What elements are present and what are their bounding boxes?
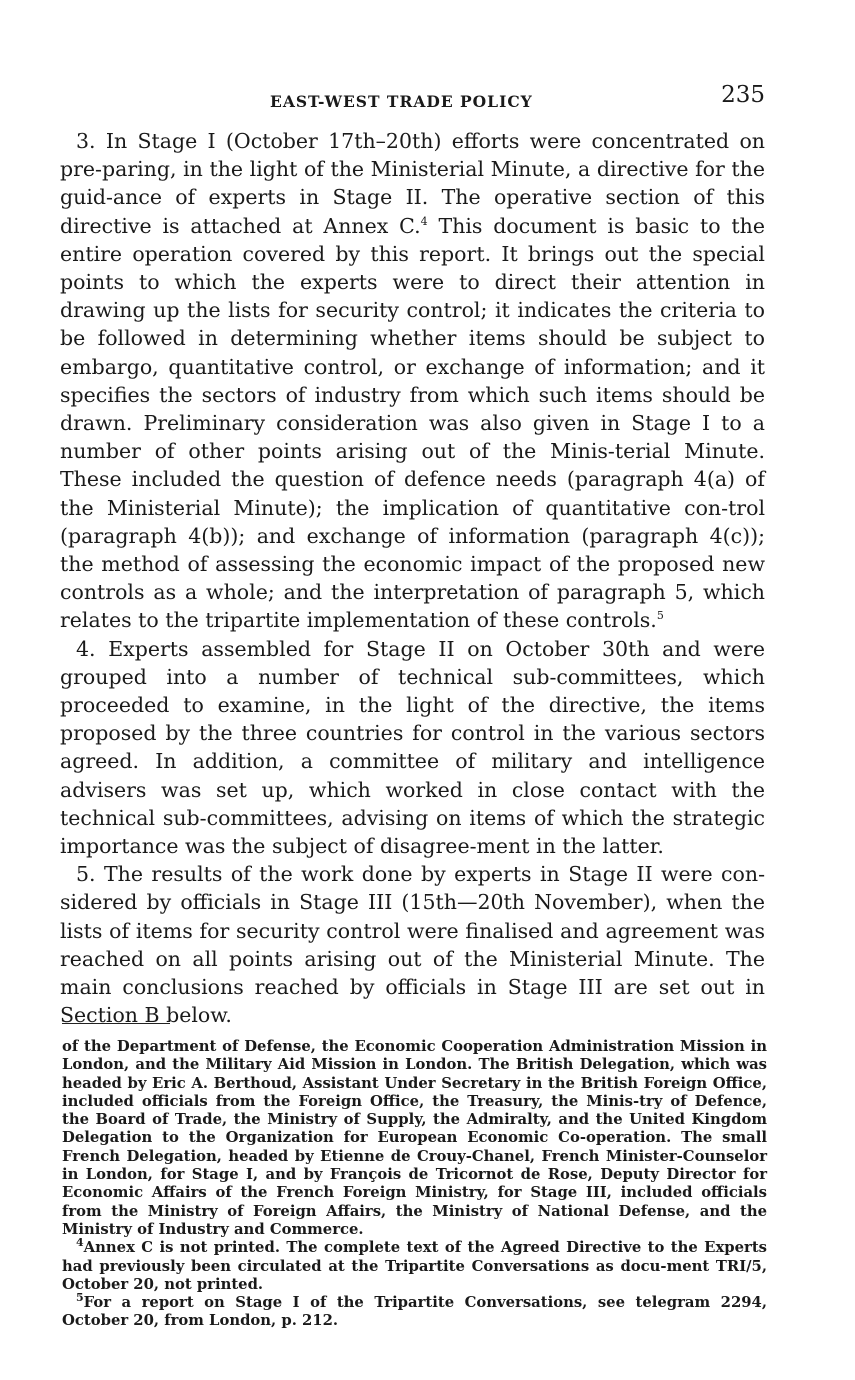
- paragraph-4: 4. Experts assembled for Stage II on October 30th and were grouped into a number of technical sub-committees, which proceeded to examine, in the light of the directive, the items proposed by the three countries for control in the various sectors agreed. In addition, a committee of military and intelligence advisers was set up, which worked in close contact with the technical sub-committees, advising on items of which the strategic importance was the subject of disagree-ment in the latter.: [60, 636, 765, 859]
- footnote-4: [62, 1236, 767, 1294]
- footnote-4-text: Annex C is not printed. The complete text of the Agreed Directive to the Experts had previously been circulated at the Tripartite Conversations as docu-ment TRI/5, October 20, not printed.: [62, 1239, 767, 1293]
- footnotes: [62, 1038, 767, 1331]
- footnote-5-text: For a report on Stage I of the Tripartite Conversations, see telegram 2294, October 20, from London, p. 212.: [62, 1294, 767, 1330]
- body-text: [60, 127, 765, 1030]
- footnote-ref-4: 4: [420, 214, 428, 228]
- footnote-continued: of the Department of Defense, the Economic Cooperation Administration Mission in London, and the Military Aid Mission in London. The British Delegation, which was headed by Eric A. Berthoud, Assistant Under Secretary in the British Foreign Office, included officials from the Foreign Office, the Treasury, the Minis-try of Defence, the Board of Trade, the Ministry of Supply, the Admiralty, and the United Kingdom Delegation to the Organization for European Economic Co-operation. The small French Delegation, headed by Etienne de Crouy-Chanel, French Minister-Counselor in London, for Stage I, and by François de Tricornot de Rose, Deputy Director for Economic Affairs of the French Foreign Ministry, for Stage III, included officials from the Ministry of Foreign Affairs, the Ministry of National Defense, and the Ministry of Industry and Commerce.: [62, 1038, 767, 1238]
- page-header: [60, 82, 765, 116]
- paragraph-3-text-cont: This document is basic to the entire operation covered by this report. It brings out the special points to which the experts were to direct their attention in drawing up the lists for security control; it indicates the criteria to be followed in determining whether items should be subject to embargo, quantitative control, or exchange of information; and it specifies the sectors of industry from which such items should be drawn. Preliminary consideration was also given in Stage I to a number of other points arising out of the Minis-terial Minute. These included the question of defence needs (paragraph 4(a) of the Ministerial Minute); the implication of quantitative con-trol (paragraph 4(b)); and exchange of information (paragraph 4(c)); the method of assessing the economic impact of the proposed new controls as a whole; and the interpretation of paragraph 5, which relates to the tripartite implementation of these controls.: [60, 213, 766, 633]
- footnote-5-marker: 5: [76, 1291, 84, 1305]
- page-number: 235: [721, 82, 765, 108]
- footnote-5: [62, 1291, 767, 1331]
- paragraph-3: [60, 127, 765, 635]
- running-head: EAST-WEST TRADE POLICY: [270, 92, 533, 111]
- footnote-ref-5: 5: [656, 609, 664, 623]
- footnote-divider: [62, 1023, 170, 1024]
- footnote-4-marker: 4: [76, 1236, 84, 1250]
- paragraph-5: 5. The results of the work done by experts in Stage II were con-sidered by officials in Stage III (15th—20th November), when the lists of items for security control were finalised and agreement was reached on all points arising out of the Ministerial Minute. The main conclusions reached by officials in Stage III are set out in Section B below.: [60, 862, 765, 1028]
- paragraph-3-text: 3. In Stage I (October 17th–20th) efforts were concentrated on pre-paring, in the light of the Ministerial Minute, a directive for the guid-ance of experts in Stage II. The operative section of this directive is attached at Annex C.: [60, 129, 765, 238]
